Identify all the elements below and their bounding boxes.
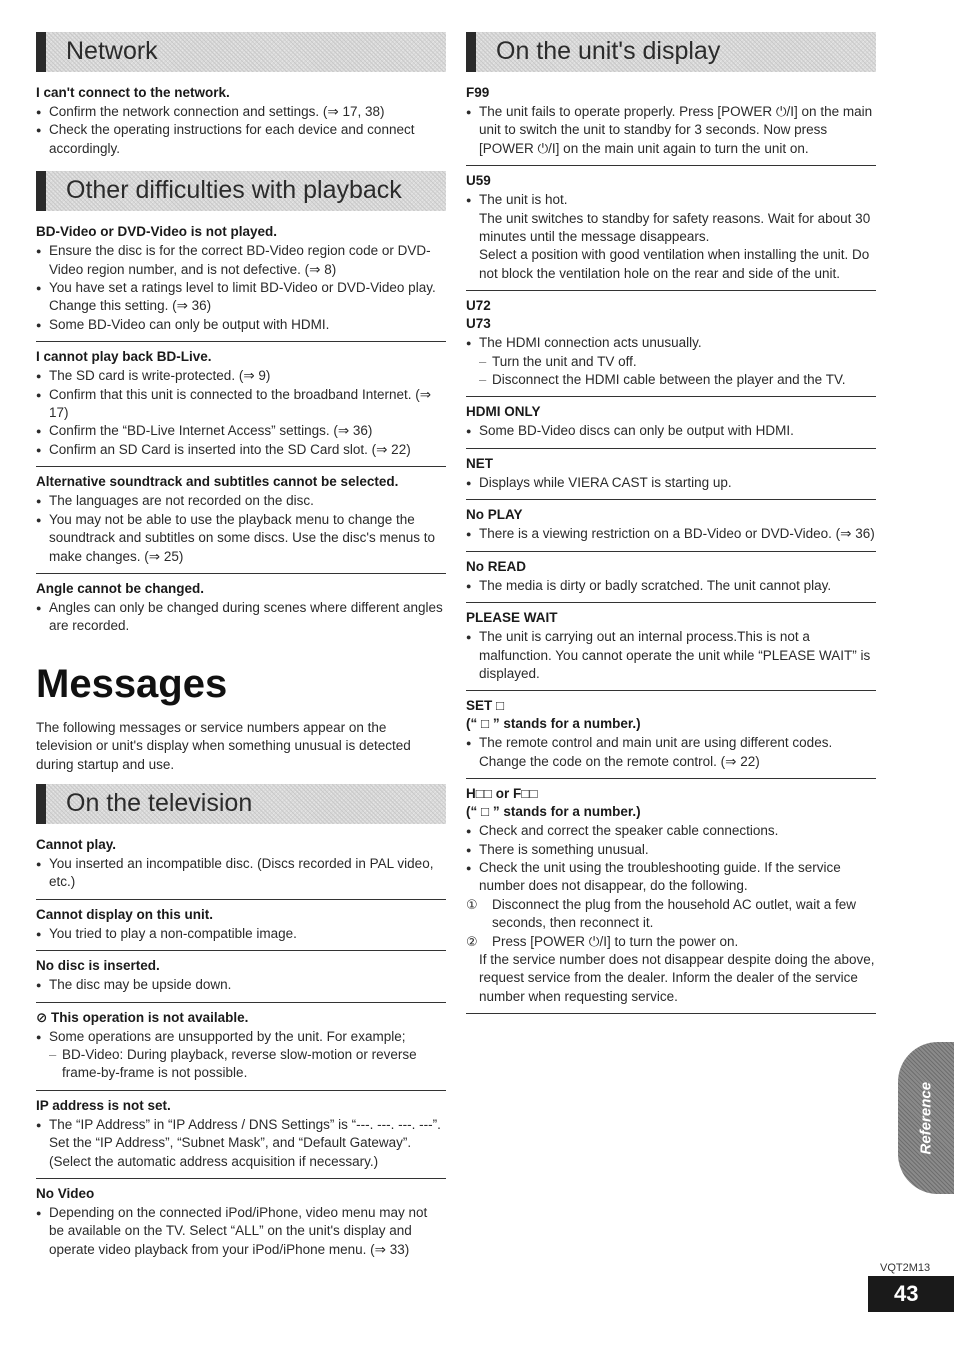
- network-title: Network: [66, 37, 158, 65]
- list-item: ● The remote control and main unit are using different codes. Change the code on the remote control. (⇒ 22): [466, 734, 876, 771]
- message-section: [466, 691, 876, 779]
- message-section: [466, 449, 876, 500]
- section-heading: I can't connect to the network.: [36, 85, 230, 100]
- section-heading: H□□ or F□□: [466, 786, 538, 802]
- section-heading: I cannot play back BD-Live.: [36, 349, 212, 365]
- list-item: ● There is a viewing restriction on a BD-Video or DVD-Video. (⇒ 36): [466, 525, 876, 543]
- list-item: ① Disconnect the plug from the household AC outlet, wait a few seconds, then reconnect it.: [466, 896, 876, 933]
- model-number: VQT2M13: [880, 1262, 931, 1274]
- item-list: [36, 367, 446, 459]
- message-section: [36, 830, 446, 900]
- list-item: ● The media is dirty or badly scratched. The unit cannot play.: [466, 577, 876, 595]
- message-section: [36, 342, 446, 467]
- message-section: [466, 291, 876, 397]
- list-item: ● Check the operating instructions for each device and connect accordingly.: [36, 121, 446, 158]
- list-item: – Turn the unit and TV off.: [466, 353, 876, 371]
- section-heading: SET □: [466, 698, 505, 714]
- list-item: If the service number does not disappear despite doing the above, request service from the dealer. Inform the dealer of the service number when requesting service.: [479, 951, 875, 1004]
- list-item: ● The “IP Address” in “IP Address / DNS Settings” is “---. ---. ---. ---”. Set the “IP Address”, “Subnet Mask”, and “Default Gateway”. (Select the automatic address acquisition if necessary.): [36, 1116, 446, 1171]
- playback-banner: [36, 171, 446, 211]
- list-item: – Disconnect the HDMI cable between the player and the TV.: [466, 371, 876, 389]
- message-section: [466, 603, 876, 691]
- list-item: ● Confirm the network connection and settings. (⇒ 17, 38): [36, 103, 446, 121]
- section-heading: ⊘ This operation is not available.: [36, 1009, 249, 1025]
- section-heading: Cannot play.: [36, 836, 117, 852]
- message-section: [36, 1179, 446, 1266]
- section-heading: U72: [466, 298, 491, 314]
- item-list: [466, 525, 876, 543]
- item-list: [36, 103, 446, 158]
- list-item: ● The unit fails to operate properly. Press [POWER ⏻/I] on the main unit to switch the unit to standby for 3 seconds. Now press [POWER ⏻/I] on the main unit again to turn the unit on.: [466, 103, 876, 158]
- reference-tab: [898, 1042, 954, 1194]
- message-section: [36, 217, 446, 342]
- list-item: ● Depending on the connected iPod/iPhone, video menu may not be available on the TV. Select “ALL” on the unit's display and operate video playback from your iPod/iPhone menu. (⇒ 33): [36, 1204, 446, 1259]
- list-item: ● Ensure the disc is for the correct BD-Video region code or DVD-Video region number, and is not defective. (⇒ 8): [36, 242, 446, 279]
- display-banner: [466, 32, 876, 72]
- item-list: [466, 734, 876, 771]
- message-section: [466, 500, 876, 551]
- television-sections: [36, 830, 446, 1266]
- list-item: ● The disc may be upside down.: [36, 976, 446, 994]
- section-heading: BD-Video or DVD-Video is not played.: [36, 224, 278, 240]
- left-column: [36, 32, 446, 1266]
- display-sections: [466, 78, 876, 1014]
- section-heading: Cannot display on this unit.: [36, 906, 213, 922]
- television-banner: [36, 784, 446, 824]
- list-item: ● You tried to play a non-compatible image.: [36, 925, 446, 943]
- message-section: [466, 397, 876, 448]
- message-section: [36, 1091, 446, 1179]
- playback-sections: [36, 217, 446, 643]
- message-section: [466, 552, 876, 603]
- message-section: [36, 900, 446, 951]
- section-heading: No READ: [466, 558, 526, 574]
- message-section: [36, 78, 446, 165]
- item-list: [466, 103, 876, 158]
- item-list: [36, 1204, 446, 1259]
- item-list: [36, 599, 446, 636]
- list-item: The unit switches to standby for safety reasons. Wait for about 30 minutes until the message disappears.: [479, 210, 871, 245]
- item-list: [466, 422, 876, 440]
- item-list: [466, 191, 876, 283]
- list-item: ● You have set a ratings level to limit BD-Video or DVD-Video play. Change this setting. (⇒ 36): [36, 279, 446, 316]
- list-item: ● Displays while VIERA CAST is starting up.: [466, 474, 876, 492]
- network-banner: [36, 32, 446, 72]
- item-list: [36, 855, 446, 892]
- item-list: [36, 242, 446, 334]
- playback-title: Other difficulties with playback: [66, 176, 402, 205]
- message-section: [466, 779, 876, 1014]
- list-item: ● The languages are not recorded on the disc.: [36, 492, 446, 510]
- item-list: [466, 822, 876, 1006]
- section-heading: NET: [466, 455, 493, 471]
- list-item: ● Confirm that this unit is connected to the broadband Internet. (⇒ 17): [36, 386, 446, 423]
- list-item: – BD-Video: During playback, reverse slow-motion or reverse frame-by-frame is not possible.: [36, 1046, 446, 1083]
- item-list: [36, 492, 446, 566]
- section-heading: No PLAY: [466, 507, 523, 523]
- section-heading: No Video: [36, 1186, 95, 1201]
- section-subheading: U73: [466, 316, 491, 332]
- message-section: [36, 574, 446, 643]
- list-item: ● The unit is carrying out an internal process.This is not a malfunction. You cannot operate the unit while “PLEASE WAIT” is displayed.: [466, 628, 876, 683]
- list-item: ● The unit is hot.: [466, 191, 876, 209]
- section-heading: Alternative soundtrack and subtitles cannot be selected.: [36, 474, 399, 490]
- section-heading: IP address is not set.: [36, 1097, 171, 1113]
- list-item: ● Angles can only be changed during scenes where different angles are recorded.: [36, 599, 446, 636]
- list-item: ● Confirm an SD Card is inserted into the SD Card slot. (⇒ 22): [36, 441, 446, 459]
- section-heading: HDMI ONLY: [466, 404, 541, 420]
- display-title: On the unit's display: [496, 37, 721, 65]
- section-heading: No disc is inserted.: [36, 958, 160, 974]
- list-item: ● Check the unit using the troubleshooting guide. If the service number does not disappear, do the following.: [466, 859, 876, 896]
- messages-intro: The following messages or service numbers appear on the television or unit's display when something unusual is detected during startup and use.: [36, 719, 411, 772]
- page-number: 43: [868, 1276, 954, 1312]
- section-subheading: (“ □ ” stands for a number.): [466, 804, 641, 820]
- message-section: [36, 467, 446, 574]
- section-subheading: (“ □ ” stands for a number.): [466, 716, 641, 732]
- section-heading: PLEASE WAIT: [466, 610, 558, 626]
- list-item: ● The SD card is write-protected. (⇒ 9): [36, 367, 446, 385]
- network-sections: [36, 78, 446, 165]
- list-item: ● Check and correct the speaker cable connections.: [466, 822, 876, 840]
- item-list: [466, 334, 876, 389]
- list-item: Select a position with good ventilation when installing the unit. Do not block the ventilation hole on the rear and side of the unit.: [479, 247, 870, 281]
- list-item: ● The HDMI connection acts unusually.: [466, 334, 876, 352]
- list-item: ② Press [POWER ⏻/I] to turn the power on.: [466, 933, 876, 951]
- item-list: [36, 1028, 446, 1083]
- section-heading: F99: [466, 85, 490, 100]
- message-section: [466, 78, 876, 166]
- section-heading: Angle cannot be changed.: [36, 580, 205, 596]
- item-list: [36, 925, 446, 943]
- television-title: On the television: [66, 788, 253, 817]
- list-item: ● You may not be able to use the playback menu to change the soundtrack and subtitles on some discs. Use the disc's menus to make changes. (⇒ 25): [36, 511, 446, 566]
- item-list: [466, 577, 876, 595]
- item-list: [36, 976, 446, 994]
- list-item: ● There is something unusual.: [466, 841, 876, 859]
- reference-tab-label: Reference: [917, 1081, 935, 1155]
- list-item: ● Confirm the “BD-Live Internet Access” settings. (⇒ 36): [36, 422, 446, 440]
- item-list: [466, 474, 876, 492]
- item-list: [36, 1116, 446, 1171]
- message-section: [466, 166, 876, 291]
- messages-title: Messages: [36, 661, 228, 706]
- list-item: ● Some operations are unsupported by the unit. For example;: [36, 1028, 446, 1046]
- item-list: [466, 628, 876, 683]
- message-section: [36, 951, 446, 1002]
- list-item: ● You inserted an incompatible disc. (Discs recorded in PAL video, etc.): [36, 855, 446, 892]
- section-heading: U59: [466, 173, 491, 189]
- message-section: [36, 1003, 446, 1091]
- right-column: [466, 32, 876, 1014]
- list-item: ● Some BD-Video discs can only be output with HDMI.: [466, 422, 876, 440]
- list-item: ● Some BD-Video can only be output with HDMI.: [36, 316, 446, 334]
